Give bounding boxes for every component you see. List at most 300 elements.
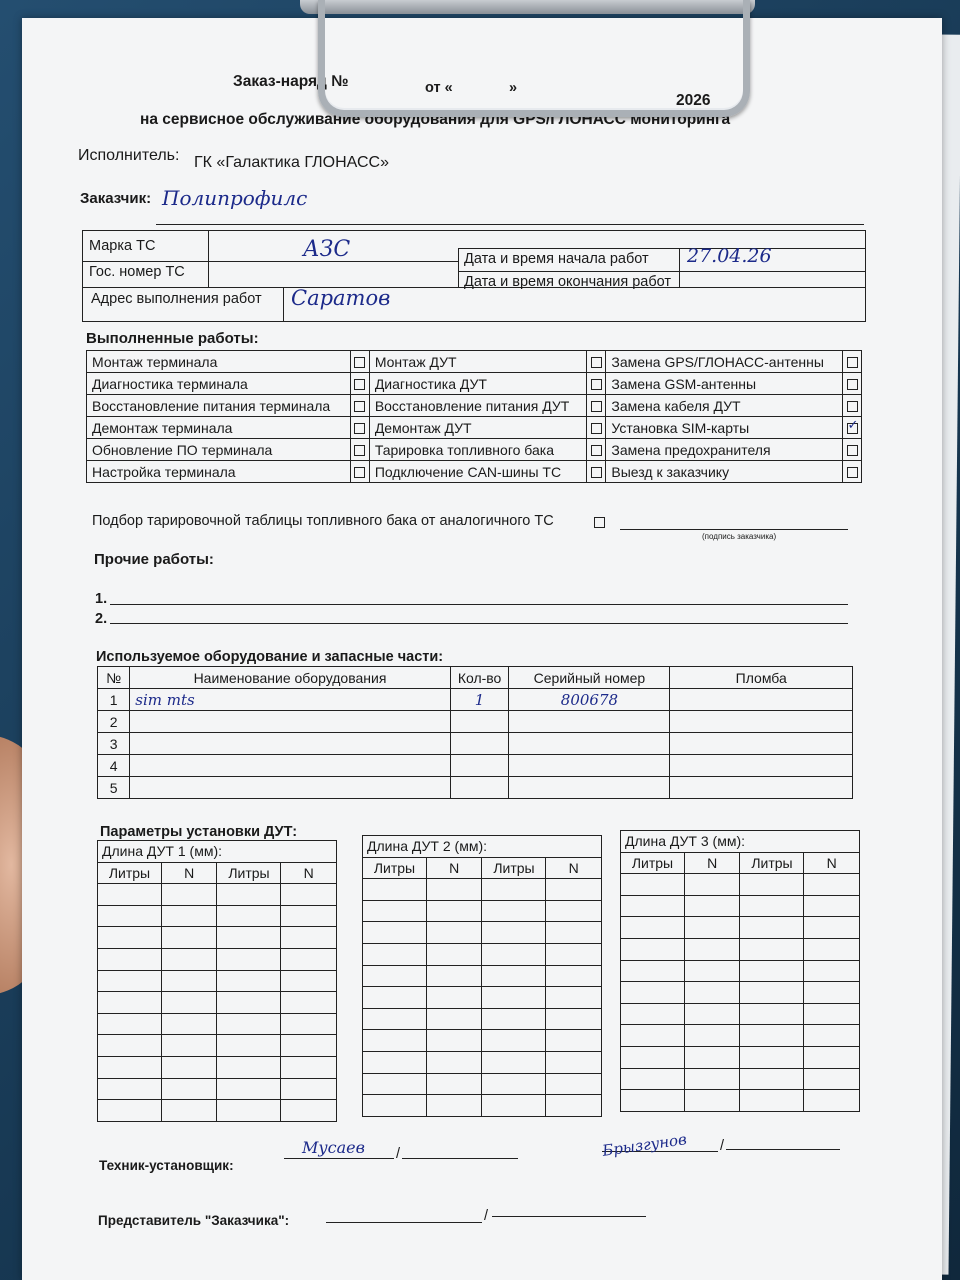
dut-cell[interactable] bbox=[804, 938, 860, 960]
work-label: Диагностика ДУТ bbox=[369, 373, 587, 395]
dut-cell[interactable] bbox=[684, 917, 740, 939]
work-label: Замена GPS/ГЛОНАСС-антенны bbox=[606, 351, 843, 373]
dut-cell[interactable] bbox=[546, 1095, 602, 1117]
work-checkbox[interactable] bbox=[354, 401, 365, 412]
dut-cell[interactable] bbox=[482, 987, 546, 1009]
dut-cell[interactable] bbox=[684, 938, 740, 960]
work-checkbox-cell bbox=[843, 395, 862, 417]
executor-label: Исполнитель: bbox=[78, 147, 180, 164]
end-label: Дата и время окончания работ bbox=[464, 274, 672, 290]
representative-separator: / bbox=[484, 1208, 489, 1224]
clipboard-clip bbox=[318, 0, 750, 117]
dut-cell[interactable] bbox=[98, 1100, 162, 1122]
dut-row bbox=[363, 1030, 602, 1052]
dut-cell[interactable] bbox=[426, 1073, 482, 1095]
work-checkbox-cell bbox=[843, 351, 862, 373]
dut-cell[interactable] bbox=[161, 1078, 217, 1100]
dut-cell[interactable] bbox=[281, 884, 337, 906]
dut-cell[interactable] bbox=[740, 874, 804, 896]
work-checkbox-cell bbox=[350, 373, 369, 395]
equipment-header: Кол-во bbox=[450, 667, 509, 689]
dut-cell[interactable] bbox=[482, 922, 546, 944]
equipment-table bbox=[97, 666, 853, 799]
dut-col-header: Литры bbox=[482, 857, 546, 879]
dut-row bbox=[363, 1073, 602, 1095]
work-checkbox-cell bbox=[350, 417, 369, 439]
dut-cell[interactable] bbox=[621, 1046, 685, 1068]
brand-value: АЗС bbox=[303, 237, 351, 262]
dut-cell[interactable] bbox=[684, 1090, 740, 1112]
dut-cell[interactable] bbox=[482, 943, 546, 965]
dut-cell[interactable] bbox=[684, 960, 740, 982]
dut-cell[interactable] bbox=[281, 1056, 337, 1078]
dut-col-header: N bbox=[804, 852, 860, 874]
technician-name-line bbox=[402, 1158, 518, 1159]
dut-cell[interactable] bbox=[740, 1046, 804, 1068]
dut-cell[interactable] bbox=[482, 965, 546, 987]
dut-cell[interactable] bbox=[161, 927, 217, 949]
dut-row bbox=[363, 1051, 602, 1073]
dut-cell[interactable] bbox=[546, 943, 602, 965]
dut-row bbox=[363, 922, 602, 944]
dut-row bbox=[363, 900, 602, 922]
dut-cell[interactable] bbox=[482, 1073, 546, 1095]
other-item-1: 1. bbox=[95, 591, 108, 607]
dut-row bbox=[621, 874, 860, 896]
work-checkbox[interactable] bbox=[591, 467, 602, 478]
equipment-cell: sim mts bbox=[130, 689, 450, 711]
work-checkbox[interactable] bbox=[354, 445, 365, 456]
dut-col-header: N bbox=[546, 857, 602, 879]
equipment-cell bbox=[450, 755, 509, 777]
work-label: Монтаж терминала bbox=[87, 351, 351, 373]
dut-cell[interactable] bbox=[281, 1100, 337, 1122]
dut-row bbox=[98, 1056, 337, 1078]
dut-cell[interactable] bbox=[684, 982, 740, 1004]
dut-cell[interactable] bbox=[684, 1046, 740, 1068]
dut-cell[interactable] bbox=[281, 948, 337, 970]
work-label: Диагностика терминала bbox=[87, 373, 351, 395]
date-from: от « bbox=[425, 80, 453, 96]
equipment-cell: 1 bbox=[450, 689, 509, 711]
dut-cell[interactable] bbox=[281, 1078, 337, 1100]
work-checkbox[interactable] bbox=[591, 423, 602, 434]
dut-cell[interactable] bbox=[804, 895, 860, 917]
dut-cell[interactable] bbox=[482, 1051, 546, 1073]
dut-cell[interactable] bbox=[482, 1095, 546, 1117]
work-checkbox[interactable] bbox=[591, 401, 602, 412]
dut-cell[interactable] bbox=[98, 1013, 162, 1035]
dut-cell[interactable] bbox=[217, 1078, 281, 1100]
dut-cell[interactable] bbox=[363, 1095, 427, 1117]
start-value: 27.04.26 bbox=[687, 245, 772, 267]
customer-line bbox=[156, 224, 864, 225]
customer-label: Заказчик: bbox=[80, 190, 152, 207]
dut-cell[interactable] bbox=[740, 982, 804, 1004]
works-title: Выполненные работы: bbox=[86, 330, 259, 347]
dut-cell[interactable] bbox=[482, 1030, 546, 1052]
dut-cell[interactable] bbox=[161, 970, 217, 992]
dut-cell[interactable] bbox=[804, 1068, 860, 1090]
table-row bbox=[98, 733, 853, 755]
work-checkbox[interactable] bbox=[591, 445, 602, 456]
equipment-title: Используемое оборудование и запасные части: bbox=[96, 649, 444, 665]
dut-cell[interactable] bbox=[363, 900, 427, 922]
equipment-cell bbox=[670, 755, 853, 777]
works-row bbox=[87, 417, 862, 439]
work-label: Восстановление питания терминала bbox=[87, 395, 351, 417]
dut-cell[interactable] bbox=[363, 965, 427, 987]
work-checkbox[interactable] bbox=[847, 379, 858, 390]
dut-cell[interactable] bbox=[217, 970, 281, 992]
brand-label: Марка ТС bbox=[89, 238, 156, 254]
dut-cell[interactable] bbox=[161, 992, 217, 1014]
row-number: 5 bbox=[98, 777, 130, 799]
dut-table-1 bbox=[97, 840, 337, 1122]
customer-signature-line bbox=[620, 529, 848, 530]
dut-cell[interactable] bbox=[740, 1003, 804, 1025]
dut-cell[interactable] bbox=[217, 1100, 281, 1122]
dut-table-2 bbox=[362, 835, 602, 1117]
dut-row bbox=[98, 970, 337, 992]
representative-label: Представитель "Заказчика": bbox=[98, 1213, 290, 1228]
dut-cell[interactable] bbox=[740, 1068, 804, 1090]
dut-cell[interactable] bbox=[546, 1051, 602, 1073]
dut-cell[interactable] bbox=[363, 922, 427, 944]
dut-cell[interactable] bbox=[161, 905, 217, 927]
dut-cell[interactable] bbox=[281, 927, 337, 949]
dut-length-label: Длина ДУТ 3 (мм): bbox=[621, 831, 860, 853]
dut-cell[interactable] bbox=[546, 879, 602, 901]
work-checkbox[interactable] bbox=[354, 357, 365, 368]
other-line-2 bbox=[110, 623, 848, 624]
dut-cell[interactable] bbox=[426, 900, 482, 922]
dut-cell[interactable] bbox=[426, 1008, 482, 1030]
work-checkbox-cell bbox=[350, 351, 369, 373]
dut-cell[interactable] bbox=[426, 879, 482, 901]
start-label: Дата и время начала работ bbox=[464, 251, 649, 267]
dut-cell[interactable] bbox=[621, 895, 685, 917]
equipment-header: № bbox=[98, 667, 130, 689]
dut-cell[interactable] bbox=[217, 1035, 281, 1057]
dut-cell[interactable] bbox=[621, 938, 685, 960]
dut-cell[interactable] bbox=[98, 905, 162, 927]
executor-value: ГК «Галактика ГЛОНАСС» bbox=[194, 154, 389, 171]
work-checkbox[interactable] bbox=[847, 423, 858, 434]
dut-cell[interactable] bbox=[546, 987, 602, 1009]
dut-cell[interactable] bbox=[482, 900, 546, 922]
signature-caption: (подпись заказчика) bbox=[702, 532, 777, 541]
dut-cell[interactable] bbox=[482, 1008, 546, 1030]
dut-cell[interactable] bbox=[363, 1051, 427, 1073]
work-checkbox[interactable] bbox=[354, 379, 365, 390]
dut-cell[interactable] bbox=[98, 1056, 162, 1078]
dut-cell[interactable] bbox=[740, 1090, 804, 1112]
row-number: 2 bbox=[98, 711, 130, 733]
dut-row bbox=[621, 938, 860, 960]
dut-row bbox=[363, 943, 602, 965]
dut-cell[interactable] bbox=[621, 1068, 685, 1090]
table-row bbox=[98, 755, 853, 777]
work-label: Настройка терминала bbox=[87, 461, 351, 483]
work-checkbox-cell bbox=[350, 395, 369, 417]
other-line-1 bbox=[110, 604, 848, 605]
dut-cell[interactable] bbox=[684, 1003, 740, 1025]
work-checkbox[interactable] bbox=[847, 357, 858, 368]
dut-title: Параметры установки ДУТ: bbox=[100, 824, 298, 840]
calibration-label: Подбор тарировочной таблицы топливного бака от аналогичного ТС bbox=[92, 513, 554, 529]
work-checkbox[interactable] bbox=[847, 401, 858, 412]
dut-cell[interactable] bbox=[363, 987, 427, 1009]
work-checkbox-cell bbox=[587, 373, 606, 395]
works-row bbox=[87, 373, 862, 395]
dut-length-label: Длина ДУТ 1 (мм): bbox=[98, 841, 337, 863]
dut-cell[interactable] bbox=[161, 948, 217, 970]
dut-cell[interactable] bbox=[161, 1100, 217, 1122]
work-checkbox-cell bbox=[350, 461, 369, 483]
dut-cell[interactable] bbox=[98, 884, 162, 906]
dut-cell[interactable] bbox=[740, 960, 804, 982]
dut-cell[interactable] bbox=[684, 1068, 740, 1090]
dut-cell[interactable] bbox=[281, 1035, 337, 1057]
work-label: Замена кабеля ДУТ bbox=[606, 395, 843, 417]
dut-row bbox=[621, 1068, 860, 1090]
dut-cell[interactable] bbox=[546, 1008, 602, 1030]
dut-row bbox=[621, 1090, 860, 1112]
dut-cell[interactable] bbox=[281, 1013, 337, 1035]
equipment-cell bbox=[450, 711, 509, 733]
dut-cell[interactable] bbox=[217, 905, 281, 927]
dut-row bbox=[621, 1046, 860, 1068]
dut-cell[interactable] bbox=[546, 900, 602, 922]
dut-cell[interactable] bbox=[546, 1073, 602, 1095]
plate-label: Гос. номер ТС bbox=[89, 264, 185, 280]
dut-cell[interactable] bbox=[426, 943, 482, 965]
work-order-sheet bbox=[22, 18, 942, 1280]
year: 2026 bbox=[676, 92, 711, 109]
work-checkbox-cell bbox=[587, 417, 606, 439]
dut-cell[interactable] bbox=[740, 1025, 804, 1047]
dut-row bbox=[363, 965, 602, 987]
technician-label: Техник-установщик: bbox=[99, 1158, 234, 1173]
address-label: Адрес выполнения работ bbox=[91, 291, 262, 307]
dut-cell[interactable] bbox=[621, 874, 685, 896]
dut-col-header: Литры bbox=[217, 862, 281, 884]
equipment-cell bbox=[130, 711, 450, 733]
equipment-cell bbox=[670, 733, 853, 755]
dut-row bbox=[363, 1008, 602, 1030]
dut-cell[interactable] bbox=[426, 965, 482, 987]
dut-cell[interactable] bbox=[98, 970, 162, 992]
work-label: Демонтаж ДУТ bbox=[369, 417, 587, 439]
work-label: Монтаж ДУТ bbox=[369, 351, 587, 373]
dut-row bbox=[363, 987, 602, 1009]
dut-cell[interactable] bbox=[621, 1090, 685, 1112]
dut-cell[interactable] bbox=[98, 992, 162, 1014]
dut-cell[interactable] bbox=[98, 948, 162, 970]
dut-cell[interactable] bbox=[217, 948, 281, 970]
dut-cell[interactable] bbox=[217, 1056, 281, 1078]
dut-cell[interactable] bbox=[804, 1003, 860, 1025]
dut-col-header: Литры bbox=[740, 852, 804, 874]
dut-cell[interactable] bbox=[804, 1090, 860, 1112]
second-name-line bbox=[726, 1149, 840, 1150]
date-mid: » bbox=[509, 80, 518, 96]
dut-cell[interactable] bbox=[684, 895, 740, 917]
dut-row bbox=[621, 1003, 860, 1025]
dut-row bbox=[621, 960, 860, 982]
dut-col-header: N bbox=[281, 862, 337, 884]
dut-row bbox=[98, 1013, 337, 1035]
equipment-cell bbox=[670, 689, 853, 711]
second-separator: / bbox=[720, 1138, 725, 1154]
table-row bbox=[98, 689, 853, 711]
dut-cell[interactable] bbox=[621, 982, 685, 1004]
dut-cell[interactable] bbox=[740, 895, 804, 917]
dut-cell[interactable] bbox=[426, 1030, 482, 1052]
dut-row bbox=[98, 905, 337, 927]
equipment-cell bbox=[130, 755, 450, 777]
dut-cell[interactable] bbox=[621, 960, 685, 982]
dut-cell[interactable] bbox=[217, 927, 281, 949]
work-label: Замена GSM-антенны bbox=[606, 373, 843, 395]
equipment-cell bbox=[670, 777, 853, 799]
dut-col-header: N bbox=[161, 862, 217, 884]
dut-cell[interactable] bbox=[426, 987, 482, 1009]
work-checkbox[interactable] bbox=[354, 423, 365, 434]
dut-cell[interactable] bbox=[804, 917, 860, 939]
dut-row bbox=[98, 948, 337, 970]
work-checkbox-cell bbox=[843, 439, 862, 461]
dut-col-header: N bbox=[426, 857, 482, 879]
work-label: Замена предохранителя bbox=[606, 439, 843, 461]
works-row bbox=[87, 461, 862, 483]
dut-row bbox=[621, 895, 860, 917]
dut-cell[interactable] bbox=[482, 879, 546, 901]
dut-cell[interactable] bbox=[217, 1013, 281, 1035]
work-checkbox-cell bbox=[843, 373, 862, 395]
work-checkbox-cell bbox=[843, 417, 862, 439]
work-checkbox[interactable] bbox=[354, 467, 365, 478]
dut-cell[interactable] bbox=[281, 992, 337, 1014]
other-title: Прочие работы: bbox=[94, 551, 214, 568]
technician-sign-line bbox=[284, 1158, 394, 1159]
calibration-checkbox[interactable] bbox=[594, 517, 605, 528]
dut-cell[interactable] bbox=[546, 922, 602, 944]
dut-row bbox=[98, 884, 337, 906]
work-label: Подключение CAN-шины ТС bbox=[369, 461, 587, 483]
dut-cell[interactable] bbox=[804, 960, 860, 982]
work-label: Обновление ПО терминала bbox=[87, 439, 351, 461]
dut-row bbox=[621, 917, 860, 939]
title-line2: на сервисное обслуживание оборудования для GPS/ГЛОНАСС мониторинга bbox=[140, 111, 731, 128]
equipment-cell bbox=[670, 711, 853, 733]
work-label: Тарировка топливного бака bbox=[369, 439, 587, 461]
dut-cell[interactable] bbox=[363, 1073, 427, 1095]
equipment-cell bbox=[130, 733, 450, 755]
dut-col-header: Литры bbox=[621, 852, 685, 874]
technician-signature: Мусаев bbox=[302, 1138, 365, 1157]
dut-cell[interactable] bbox=[426, 1051, 482, 1073]
dut-cell[interactable] bbox=[217, 884, 281, 906]
dut-cell[interactable] bbox=[98, 1035, 162, 1057]
dut-cell[interactable] bbox=[804, 1046, 860, 1068]
row-number: 3 bbox=[98, 733, 130, 755]
dut-row bbox=[98, 1078, 337, 1100]
dut-cell[interactable] bbox=[546, 965, 602, 987]
table-row bbox=[98, 711, 853, 733]
work-checkbox-cell bbox=[587, 351, 606, 373]
dut-cell[interactable] bbox=[426, 922, 482, 944]
dut-row bbox=[363, 1095, 602, 1117]
work-checkbox-cell bbox=[587, 439, 606, 461]
table-row bbox=[98, 777, 853, 799]
work-checkbox[interactable] bbox=[847, 445, 858, 456]
equipment-cell bbox=[130, 777, 450, 799]
dut-cell[interactable] bbox=[621, 917, 685, 939]
dut-cell[interactable] bbox=[363, 1030, 427, 1052]
dut-cell[interactable] bbox=[98, 927, 162, 949]
equipment-header: Пломба bbox=[670, 667, 853, 689]
dut-cell[interactable] bbox=[426, 1095, 482, 1117]
dut-cell[interactable] bbox=[281, 970, 337, 992]
representative-name-line bbox=[492, 1216, 646, 1217]
dut-row bbox=[621, 982, 860, 1004]
dut-cell[interactable] bbox=[281, 905, 337, 927]
dut-cell[interactable] bbox=[546, 1030, 602, 1052]
equipment-cell: 800678 bbox=[509, 689, 670, 711]
work-checkbox[interactable] bbox=[847, 467, 858, 478]
dut-cell[interactable] bbox=[740, 917, 804, 939]
dut-length-label: Длина ДУТ 2 (мм): bbox=[363, 836, 602, 858]
work-checkbox[interactable] bbox=[591, 357, 602, 368]
works-row bbox=[87, 351, 862, 373]
dut-cell[interactable] bbox=[217, 992, 281, 1014]
work-checkbox-cell bbox=[843, 461, 862, 483]
dut-cell[interactable] bbox=[804, 1025, 860, 1047]
dut-cell[interactable] bbox=[98, 1078, 162, 1100]
dut-cell[interactable] bbox=[161, 884, 217, 906]
equipment-header: Серийный номер bbox=[509, 667, 670, 689]
dut-cell[interactable] bbox=[684, 874, 740, 896]
equipment-cell bbox=[509, 733, 670, 755]
address-value: Саратов bbox=[291, 286, 391, 310]
dut-cell[interactable] bbox=[363, 879, 427, 901]
works-row bbox=[87, 395, 862, 417]
work-checkbox-cell bbox=[587, 461, 606, 483]
dut-row bbox=[98, 1100, 337, 1122]
dut-cell[interactable] bbox=[363, 943, 427, 965]
dut-cell[interactable] bbox=[161, 1035, 217, 1057]
dut-cell[interactable] bbox=[363, 1008, 427, 1030]
work-checkbox[interactable] bbox=[591, 379, 602, 390]
row-number: 1 bbox=[98, 689, 130, 711]
dut-cell[interactable] bbox=[161, 1013, 217, 1035]
work-label: Восстановление питания ДУТ bbox=[369, 395, 587, 417]
dut-cell[interactable] bbox=[804, 982, 860, 1004]
dut-row bbox=[621, 1025, 860, 1047]
dut-cell[interactable] bbox=[740, 938, 804, 960]
dut-cell[interactable] bbox=[161, 1056, 217, 1078]
dut-cell[interactable] bbox=[621, 1003, 685, 1025]
customer-value: Полипрофилс bbox=[162, 186, 308, 210]
work-label: Установка SIM-карты bbox=[606, 417, 843, 439]
dut-cell[interactable] bbox=[804, 874, 860, 896]
dut-cell[interactable] bbox=[621, 1025, 685, 1047]
equipment-cell bbox=[450, 777, 509, 799]
work-checkbox-cell bbox=[350, 439, 369, 461]
dut-cell[interactable] bbox=[684, 1025, 740, 1047]
